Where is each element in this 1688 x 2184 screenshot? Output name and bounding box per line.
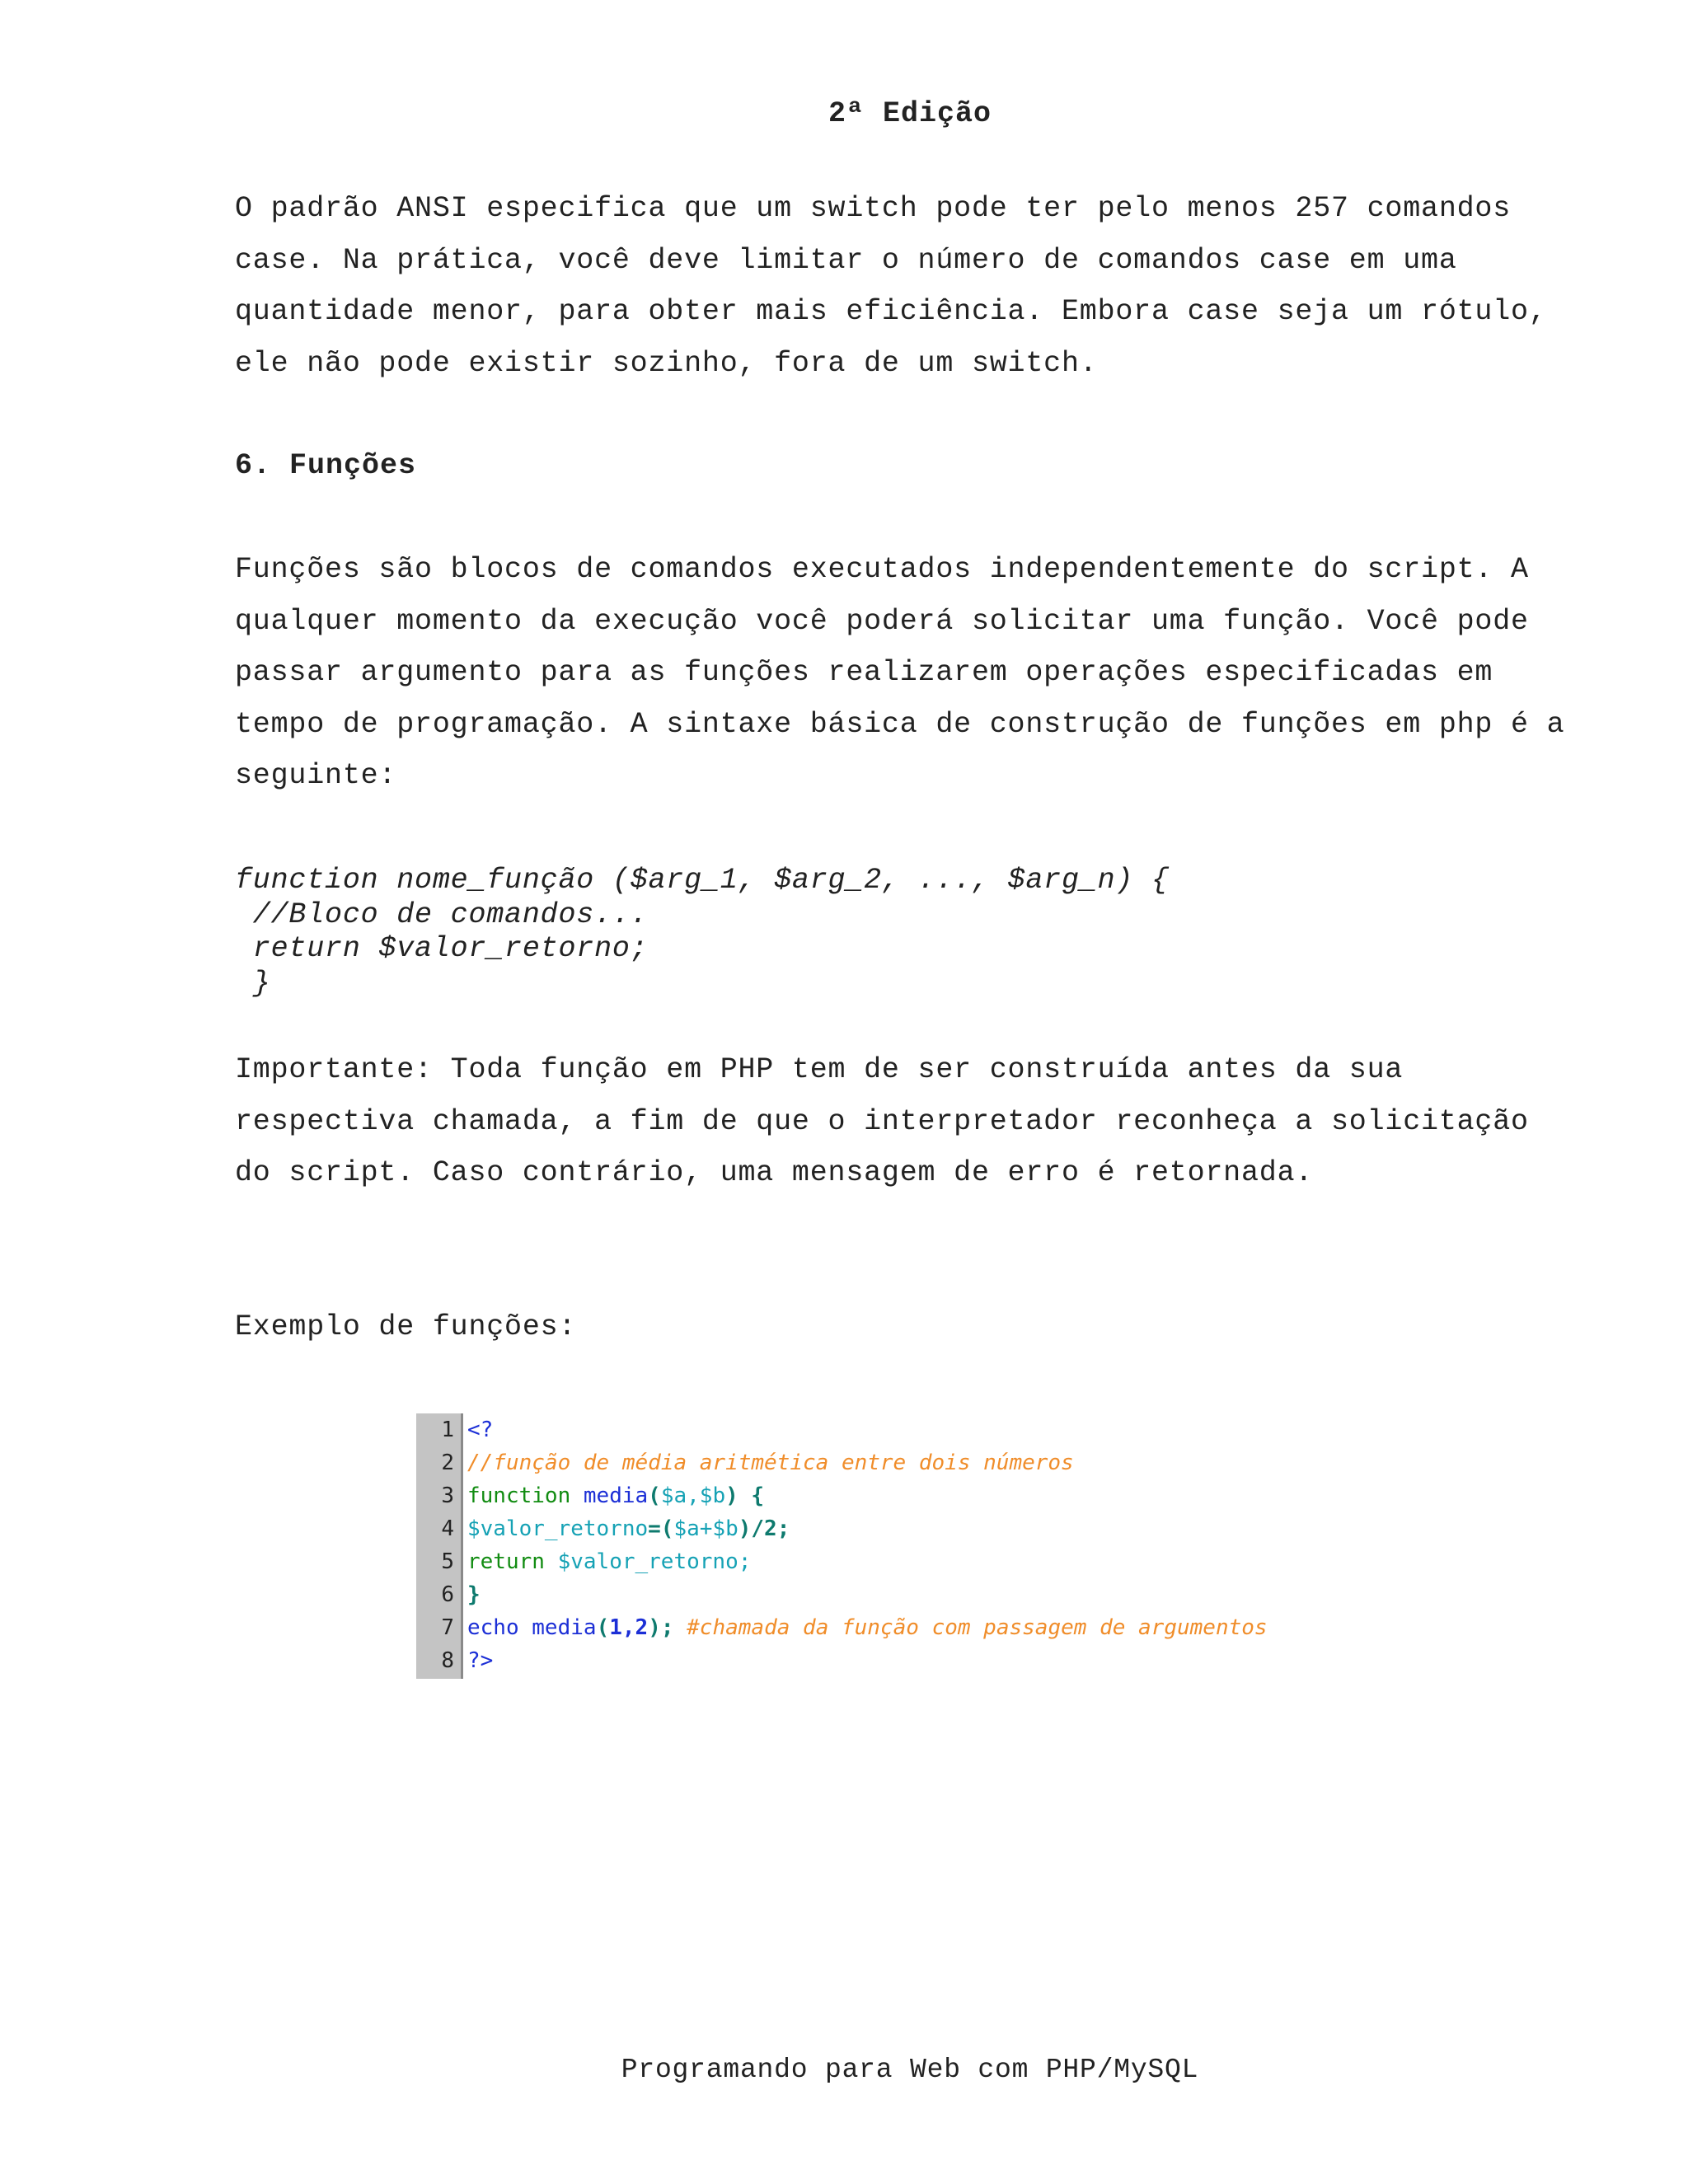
- text-line: ele não pode existir sozinho, fora de um switch.: [235, 346, 1098, 380]
- line-number: 7: [441, 1615, 454, 1640]
- page-header-edition: 2ª Edição: [828, 97, 992, 130]
- line-number: 8: [441, 1648, 454, 1673]
- code-line-4: $valor_retorno=($a+$b)/2;: [467, 1516, 790, 1541]
- code-line-8: ?>: [467, 1648, 494, 1673]
- syntax-line: }: [235, 966, 271, 1000]
- functions-paragraph: [235, 544, 1620, 802]
- line-number: 3: [441, 1483, 454, 1508]
- example-label: Exemplo de funções:: [235, 1310, 577, 1343]
- code-example-screenshot: [416, 1413, 1405, 1679]
- section-title: 6. Funções: [235, 449, 417, 482]
- text-line: respectiva chamada, a fim de que o interpretador reconheça a solicitação: [235, 1104, 1529, 1138]
- text-line: do script. Caso contrário, uma mensagem de erro é retornada.: [235, 1156, 1314, 1189]
- text-line: seguinte:: [235, 759, 397, 792]
- page-footer: Programando para Web com PHP/MySQL: [621, 2055, 1199, 2085]
- line-number: 4: [441, 1516, 454, 1541]
- code-line-3: function media($a,$b) {: [467, 1483, 765, 1508]
- text-line: qualquer momento da execução você poderá solicitar uma função. Você pode: [235, 604, 1529, 638]
- syntax-line: function nome_função ($arg_1, $arg_2, ..., $arg_n) {: [235, 864, 1170, 897]
- code-line-6: }: [467, 1582, 481, 1607]
- text-line: Importante: Toda função em PHP tem de ser construída antes da sua: [235, 1053, 1404, 1086]
- line-number: 6: [441, 1582, 454, 1607]
- important-paragraph: [235, 1044, 1620, 1199]
- syntax-line: return $valor_retorno;: [235, 932, 649, 965]
- text-line: tempo de programação. A sintaxe básica de construção de funções em php é a: [235, 707, 1565, 741]
- code-line-7: echo media(1,2); #chamada da função com passagem de argumentos: [467, 1615, 1268, 1640]
- text-line: quantidade menor, para obter mais eficiência. Embora case seja um rótulo,: [235, 295, 1547, 328]
- text-line: Funções são blocos de comandos executados independentemente do script. A: [235, 553, 1529, 586]
- intro-paragraph: [235, 183, 1620, 389]
- text-line: passar argumento para as funções realizarem operações especificadas em: [235, 656, 1493, 689]
- code-lines: [467, 1413, 1268, 1677]
- line-number: 2: [441, 1451, 454, 1475]
- line-number: 5: [441, 1549, 454, 1574]
- code-line-2: //função de média aritmética entre dois números: [467, 1451, 1074, 1475]
- text-line: case. Na prática, você deve limitar o número de comandos case em uma: [235, 243, 1457, 277]
- code-line-1: <?: [467, 1418, 494, 1442]
- line-number: 1: [441, 1418, 454, 1442]
- line-number-gutter: [416, 1413, 463, 1679]
- code-line-5: return $valor_retorno;: [467, 1549, 752, 1574]
- function-syntax-block: [235, 864, 1170, 1001]
- syntax-line: //Bloco de comandos...: [235, 898, 649, 931]
- text-line: O padrão ANSI especifica que um switch pode ter pelo menos 257 comandos: [235, 192, 1512, 225]
